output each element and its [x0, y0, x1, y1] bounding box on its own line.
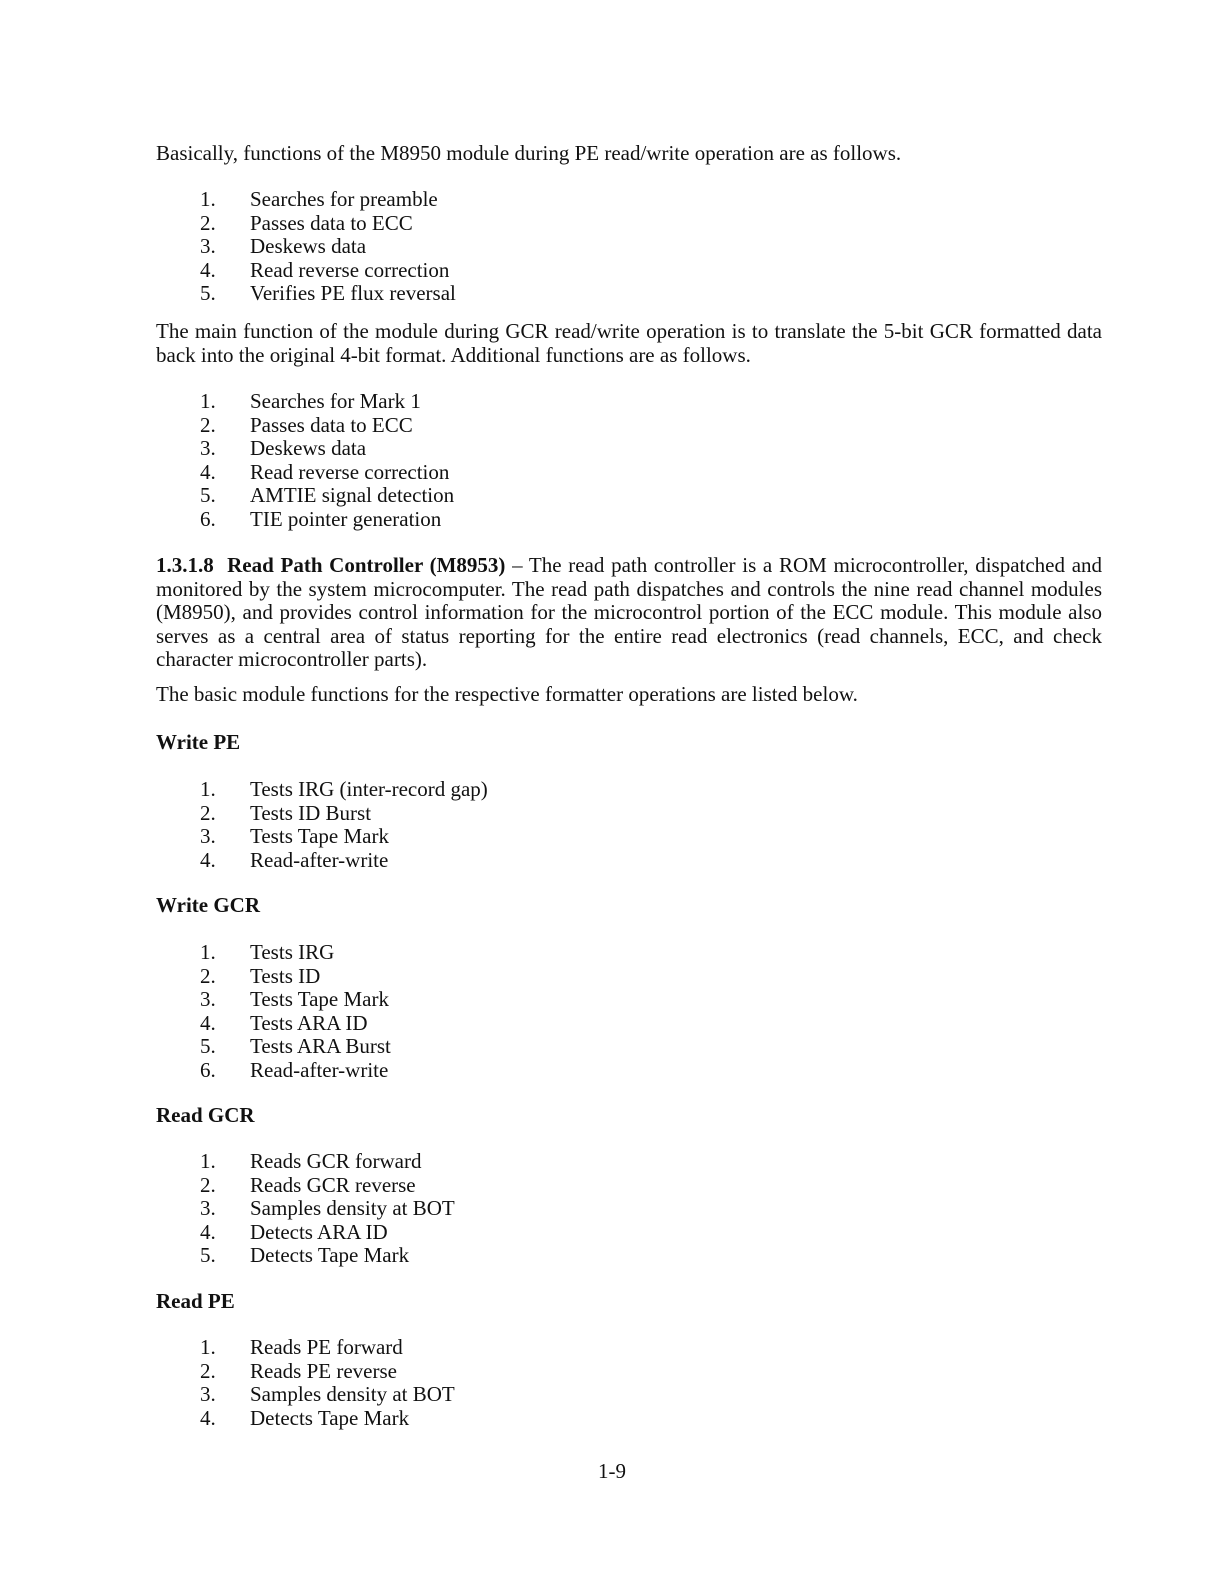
- list-item: 4. Detects Tape Mark: [200, 1405, 410, 1430]
- list-item: 1. Searches for Mark 1: [200, 389, 421, 413]
- list-item: 2. Passes data to ECC: [200, 210, 413, 235]
- list-item: 1. Searches for preamble: [200, 187, 438, 211]
- list-item: 1. Reads PE forward: [200, 1335, 403, 1359]
- list-item: 3. Samples density at BOT: [200, 1196, 455, 1220]
- list-item: 3. Samples density at BOT: [200, 1382, 455, 1406]
- write-gcr-heading: Write GCR: [156, 893, 261, 917]
- list-item: 3. Tests Tape Mark: [200, 824, 389, 848]
- list-item: 2. Passes data to ECC: [200, 412, 413, 437]
- list-item: 4. Tests ARA ID: [200, 1010, 368, 1035]
- section-title: Read Path Controller (M8953): [227, 553, 506, 577]
- page-number: 1-9: [598, 1459, 626, 1483]
- list-item: 2. Reads PE reverse: [200, 1358, 397, 1383]
- section-number: 1.3.1.8: [156, 553, 214, 577]
- list-item: 6. TIE pointer generation: [200, 506, 442, 531]
- read-gcr-heading: Read GCR: [156, 1103, 255, 1127]
- section-body: – The read path controller is a ROM microcontroller, dispatched and monitored by the system microcomputer. The read path dispatches and controls the nine read channel modules (M8950), and provides control information for the microcontrol portion of the ECC module. This module also serves as a central area of status reporting for the entire read electronics (read channels, ECC, and check character microcontroller parts).: [156, 553, 1103, 671]
- list-item: 3. Tests Tape Mark: [200, 987, 389, 1011]
- read-gcr-list: [200, 1150, 455, 1268]
- intro-pe-paragraph: Basically, functions of the M8950 module during PE read/write operation are as follows.: [156, 141, 902, 165]
- list-item: 5. AMTIE signal detection: [200, 483, 455, 507]
- intro-gcr-paragraph: The main function of the module during GCR read/write operation is to translate the 5-bit GCR formatted data back into the original 4-bit format. Additional functions are as follows.: [156, 319, 1102, 367]
- gcr-function-list: [200, 390, 454, 531]
- list-item: 2. Reads GCR reverse: [200, 1172, 416, 1197]
- list-item: 3. Deskews data: [200, 234, 367, 258]
- list-item: 1. Tests IRG: [200, 940, 335, 964]
- list-item: 5. Tests ARA Burst: [200, 1034, 391, 1058]
- list-item: 2. Tests ID: [200, 963, 321, 988]
- list-item: 1. Tests IRG (inter-record gap): [200, 777, 488, 801]
- list-item: 4. Read-after-write: [200, 847, 389, 872]
- basic-functions-paragraph: The basic module functions for the respective formatter operations are listed below.: [156, 682, 858, 706]
- list-item: 4. Read reverse correction: [200, 257, 450, 282]
- pe-function-list: [200, 188, 456, 306]
- write-gcr-list: [200, 941, 391, 1082]
- list-item: 1. Reads GCR forward: [200, 1149, 422, 1173]
- list-item: 5. Detects Tape Mark: [200, 1243, 410, 1267]
- list-item: 3. Deskews data: [200, 436, 367, 460]
- list-item: 4. Detects ARA ID: [200, 1219, 388, 1244]
- list-item: 4. Read reverse correction: [200, 459, 450, 484]
- section-1-3-1-8-paragraph: [156, 554, 1102, 672]
- write-pe-list: [200, 778, 488, 872]
- write-pe-heading: Write PE: [156, 730, 241, 754]
- list-item: 6. Read-after-write: [200, 1057, 389, 1082]
- list-item: 2. Tests ID Burst: [200, 800, 372, 825]
- list-item: 5. Verifies PE flux reversal: [200, 281, 456, 305]
- read-pe-list: [200, 1336, 455, 1430]
- read-pe-heading: Read PE: [156, 1289, 235, 1313]
